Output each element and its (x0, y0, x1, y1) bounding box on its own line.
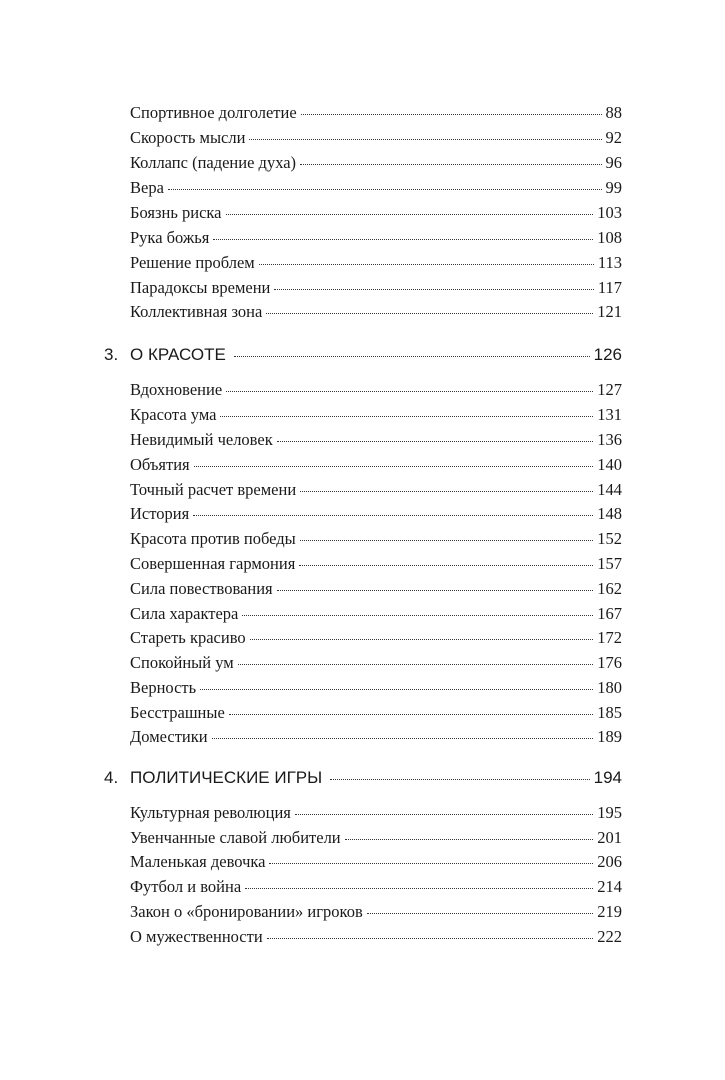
toc-entry (130, 628, 622, 648)
toc-entry-title: Невидимый человек (130, 430, 273, 449)
toc-entry-title: Культурная революция (130, 803, 291, 822)
dot-leader (249, 139, 601, 140)
toc-entry-page: 157 (597, 554, 622, 573)
toc-entry-page: 121 (597, 302, 622, 321)
chapter-title: ПОЛИТИЧЕСКИЕ ИГРЫ (130, 768, 323, 787)
dot-leader (250, 639, 594, 640)
toc-entry-title: Сила характера (130, 604, 239, 623)
toc-entry (130, 877, 622, 897)
dot-leader (259, 264, 594, 265)
toc-entry-page: 140 (597, 455, 622, 474)
dot-leader (242, 615, 593, 616)
toc-entry (130, 302, 622, 322)
toc-entry-title: Вера (130, 178, 164, 197)
toc-entry-title: Футбол и война (130, 877, 242, 896)
toc-chapter-heading (104, 345, 622, 365)
toc-entry (130, 927, 622, 947)
dot-leader (345, 839, 594, 840)
dot-leader (269, 863, 593, 864)
dot-leader (213, 239, 593, 240)
toc-entry (130, 128, 622, 148)
dot-leader (200, 689, 593, 690)
toc-entry (130, 803, 622, 823)
toc-entry-page: 167 (597, 604, 622, 623)
dot-leader (300, 540, 594, 541)
toc-entry (130, 203, 622, 223)
toc-entry-page: 88 (605, 103, 622, 122)
dot-leader (245, 888, 593, 889)
toc-entry (130, 103, 622, 123)
dot-leader (212, 738, 594, 739)
toc-entry-page: 148 (597, 504, 622, 523)
chapter-number: 4. (104, 768, 119, 787)
toc-entry (130, 504, 622, 524)
toc-entry (130, 455, 622, 475)
dot-leader (300, 491, 593, 492)
toc-entry (130, 228, 622, 248)
toc-entry (130, 153, 622, 173)
toc-entry-page: 144 (597, 480, 622, 499)
toc-entry-page: 103 (597, 203, 622, 222)
dot-leader (267, 938, 594, 939)
chapter-number: 3. (104, 345, 119, 364)
dot-leader (300, 164, 601, 165)
toc-entry-title: Скорость мысли (130, 128, 246, 147)
toc-entry-title: Точный расчет времени (130, 480, 297, 499)
toc-entry-title: Красота против победы (130, 529, 296, 548)
dot-leader (299, 565, 593, 566)
toc-entry-page: 189 (597, 727, 622, 746)
toc-entry-page: 136 (597, 430, 622, 449)
dot-leader (277, 441, 594, 442)
toc-entry-page: 92 (605, 128, 622, 147)
toc-entry-title: Парадоксы времени (130, 278, 271, 297)
toc-entry-title: Коллективная зона (130, 302, 263, 321)
toc-entry (130, 604, 622, 624)
toc-entry-page: 99 (605, 178, 622, 197)
toc-entry-title: О мужественности (130, 927, 263, 946)
toc-entry-title: Верность (130, 678, 197, 697)
dot-leader (295, 814, 593, 815)
dot-leader (266, 313, 593, 314)
toc-entry-page: 127 (597, 380, 622, 399)
toc-entry-title: Вдохновение (130, 380, 223, 399)
toc-entry-title: Доместики (130, 727, 208, 746)
toc-entry-page: 108 (597, 228, 622, 247)
dot-leader (277, 590, 594, 591)
toc-entry (130, 178, 622, 198)
toc-entry-title: История (130, 504, 190, 523)
dot-leader (226, 391, 593, 392)
toc-entry-page: 180 (597, 678, 622, 697)
toc-entry-page: 96 (605, 153, 622, 172)
toc-entry-title: Бесстрашные (130, 703, 225, 722)
toc-entry-page: 113 (597, 253, 622, 272)
toc-entry (130, 828, 622, 848)
toc-entry-title: Объятия (130, 455, 190, 474)
toc-entry (130, 579, 622, 599)
toc-entry (130, 380, 622, 400)
dot-leader (220, 416, 593, 417)
toc-entry-page: 222 (597, 927, 622, 946)
toc-entry-page: 201 (597, 828, 622, 847)
toc-entry-page: 176 (597, 653, 622, 672)
dot-leader (238, 664, 594, 665)
toc-entry-page: 131 (597, 405, 622, 424)
toc-entry (130, 703, 622, 723)
toc-entry-title: Красота ума (130, 405, 217, 424)
toc-entry-title: Боязнь риска (130, 203, 222, 222)
toc-entry (130, 727, 622, 747)
toc-entry (130, 852, 622, 872)
toc-entry-page: 214 (597, 877, 622, 896)
toc-entry-title: Сила повествования (130, 579, 273, 598)
dot-leader (193, 515, 593, 516)
toc-entry-page: 152 (597, 529, 622, 548)
toc-chapter-heading (104, 768, 622, 788)
dot-leader (229, 714, 593, 715)
toc-entry (130, 278, 622, 298)
toc-entry (130, 405, 622, 425)
toc-entry-title: Решение проблем (130, 253, 255, 272)
toc-entry-page: 219 (597, 902, 622, 921)
chapter-page: 194 (593, 768, 622, 787)
toc-entry-title: Закон о «бронировании» игроков (130, 902, 363, 921)
chapter-title: О КРАСОТЕ (130, 345, 226, 364)
chapter-page: 126 (593, 345, 622, 364)
dot-leader (274, 289, 593, 290)
toc-entry-page: 162 (597, 579, 622, 598)
toc-entry (130, 430, 622, 450)
dot-leader (194, 466, 594, 467)
toc-entry (130, 902, 622, 922)
toc-entry-page: 185 (597, 703, 622, 722)
toc-entry-title: Рука божья (130, 228, 210, 247)
toc-entry (130, 529, 622, 549)
toc-entry-title: Совершенная гармония (130, 554, 296, 573)
dot-leader (330, 779, 589, 780)
toc-entry-page: 117 (597, 278, 622, 297)
toc-entry-title: Увенчанные славой любители (130, 828, 341, 847)
toc-entry-title: Маленькая девочка (130, 852, 266, 871)
toc-entry-title: Спокойный ум (130, 653, 234, 672)
toc-entry-title: Коллапс (падение духа) (130, 153, 297, 172)
toc-entry-page: 206 (597, 852, 622, 871)
toc-entry (130, 480, 622, 500)
dot-leader (234, 356, 590, 357)
toc-entry-page: 195 (597, 803, 622, 822)
toc-entry (130, 253, 622, 273)
dot-leader (367, 913, 594, 914)
toc-entry (130, 678, 622, 698)
dot-leader (168, 189, 602, 190)
dot-leader (301, 114, 602, 115)
dot-leader (226, 214, 594, 215)
toc-entry-page: 172 (597, 628, 622, 647)
toc-entry-title: Стареть красиво (130, 628, 246, 647)
toc-entry (130, 653, 622, 673)
toc-entry-title: Спортивное долголетие (130, 103, 297, 122)
toc-entry (130, 554, 622, 574)
